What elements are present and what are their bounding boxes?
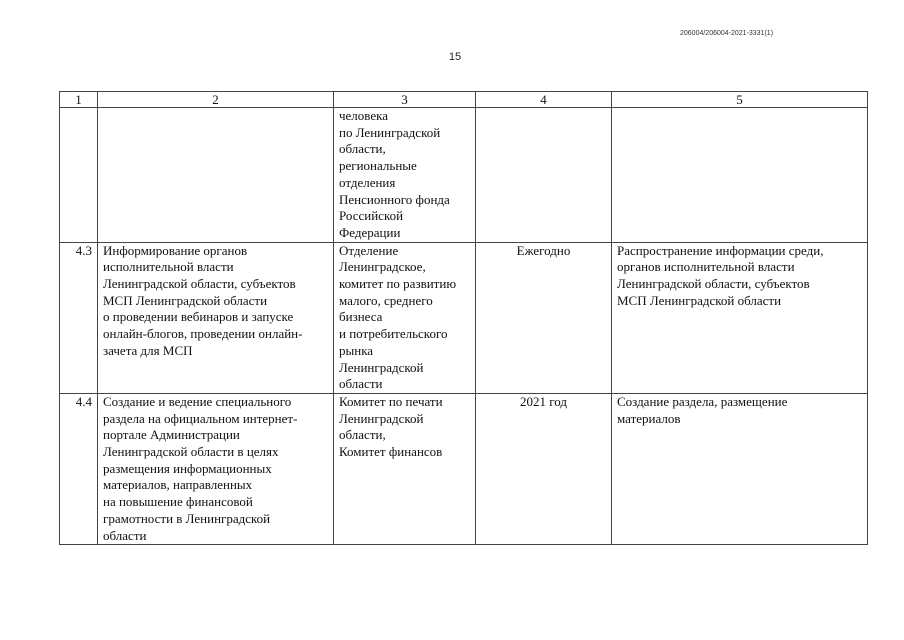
executor-line: рынка (339, 342, 374, 358)
column-header-3: 3 (334, 92, 476, 108)
term-cell: 2021 год (476, 393, 612, 544)
column-header-5: 5 (612, 92, 868, 108)
event-line: исполнительной власти (103, 259, 234, 275)
executor-line: Ленинградское, (339, 259, 426, 275)
executor-line: области (339, 376, 383, 392)
executor-line: Российской (339, 208, 404, 224)
executor-line: Пенсионного фонда (339, 191, 450, 207)
result-line: Создание раздела, размещение (617, 393, 788, 409)
executor-cell (334, 108, 476, 243)
event-line: Информирование органов (103, 242, 248, 258)
event-line: материалов, направленных (103, 477, 253, 493)
event-line: онлайн-блогов, проведении онлайн- (103, 326, 303, 342)
result-cell (612, 393, 868, 544)
executor-line: Комитет финансов (339, 444, 443, 460)
column-header-4: 4 (476, 92, 612, 108)
event-line: на повышение финансовой (103, 494, 253, 510)
term-cell (476, 108, 612, 243)
column-header-1: 1 (60, 92, 98, 108)
row-number-cell: 4.3 (60, 242, 98, 393)
row-number-cell: 4.4 (60, 393, 98, 544)
event-cell (98, 393, 334, 544)
event-line: Ленинградской области, субъектов (103, 276, 296, 292)
executor-line: отделения (339, 174, 396, 190)
table-row (60, 108, 868, 243)
executor-line: Ленинградской (339, 359, 424, 375)
term-cell: Ежегодно (476, 242, 612, 393)
executor-line: Отделение (339, 242, 399, 258)
result-line: Ленинградской области, субъектов (617, 276, 810, 292)
page-number: 15 (448, 51, 462, 63)
event-line: размещения информационных (103, 460, 272, 476)
executor-line: комитет по развитию (339, 276, 457, 292)
row-number-cell (60, 108, 98, 243)
result-line: Распространение информации среди, (617, 242, 824, 258)
result-line: МСП Ленинградской области (617, 292, 782, 308)
event-cell (98, 108, 334, 243)
table-row (60, 242, 868, 393)
executor-cell (334, 242, 476, 393)
result-cell (612, 242, 868, 393)
event-line: о проведении вебинаров и запуске (103, 309, 294, 325)
event-line: портале Администрации (103, 427, 240, 443)
executor-cell (334, 393, 476, 544)
event-line: Ленинградской области в целях (103, 444, 279, 460)
document-id: 206004/206004-2021-3331(1) (680, 30, 774, 37)
executor-line: Ленинградской (339, 410, 424, 426)
column-header-2: 2 (98, 92, 334, 108)
executor-line: и потребительского (339, 326, 448, 342)
event-line: грамотности в Ленинградской (103, 510, 271, 526)
executor-line: человека (339, 108, 389, 123)
executor-line: Комитет по печати (339, 393, 443, 409)
executor-line: бизнеса (339, 309, 383, 325)
event-line: МСП Ленинградской области (103, 292, 268, 308)
result-line: материалов (617, 410, 681, 426)
executor-line: по Ленинградской (339, 124, 441, 140)
executor-line: малого, среднего (339, 292, 433, 308)
event-line: области (103, 527, 147, 543)
table-row (60, 393, 868, 544)
executor-line: Федерации (339, 224, 401, 240)
table-header-row (60, 92, 868, 108)
event-cell (98, 242, 334, 393)
executor-line: области, (339, 141, 386, 157)
event-line: Создание и ведение специального (103, 393, 292, 409)
executor-line: области, (339, 427, 386, 443)
plan-table (59, 91, 868, 545)
result-cell (612, 108, 868, 243)
event-line: раздела на официальном интернет- (103, 410, 298, 426)
executor-line: региональные (339, 158, 417, 174)
result-line: органов исполнительной власти (617, 259, 795, 275)
event-line: зачета для МСП (103, 342, 193, 358)
